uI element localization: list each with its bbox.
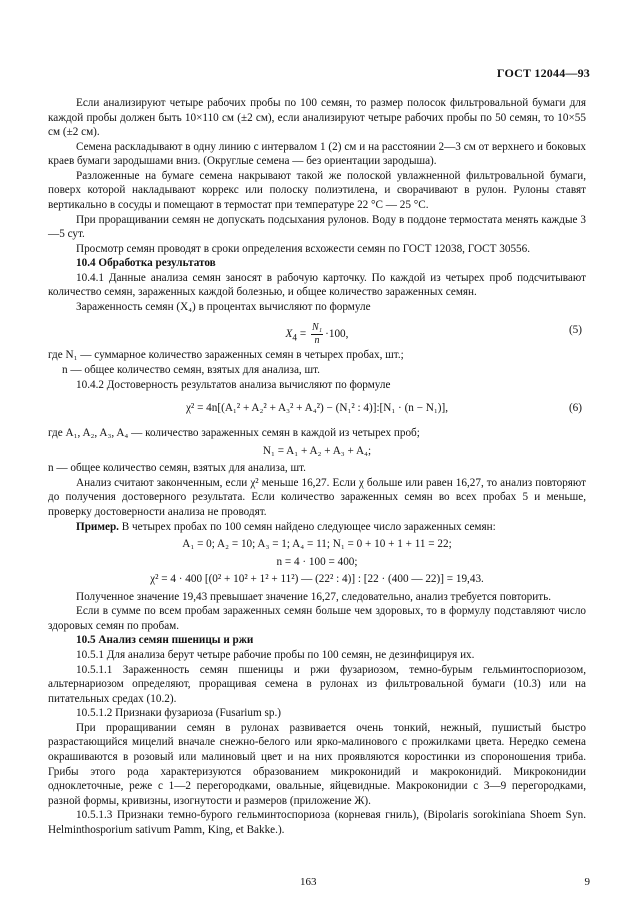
- example-label: Пример.: [76, 520, 119, 533]
- section-heading-10-4: 10.4 Обработка результатов: [76, 257, 216, 270]
- paragraph: Зараженность семян (X₄) в процентах вычисляют по формуле: [76, 300, 371, 313]
- formula-5-lhs: X: [285, 328, 293, 341]
- formula-6-number: (6): [568, 402, 582, 415]
- paragraph: 10.4.1 Данные анализа семян заносят в рабочую карточку. По каждой из четырех проб подсчитывают количество семян, зараженных каждой болезнью, и общее количество зараженных семян.: [48, 271, 586, 299]
- formula-5-rhs: ·100,: [325, 328, 349, 341]
- sum-formula: N₁ = A₁ + A₂ + A₃ + A₄;: [262, 444, 372, 457]
- where-clause: где A₁, A₂, A₃, A₄ — количество зараженных семян в каждой из четырех проб;: [48, 427, 420, 440]
- formula-5-expression: $X_4$ = $\frac{\text{N₁}}{n}$ ·100,: [285, 322, 349, 347]
- formula-5-numerator: N₁: [311, 322, 323, 334]
- example-line: χ² = 4 · 400 [(0² + 10² + 1² + 11²) — (22² : 4)] : [22 · (400 — 22)] = 19,43.: [150, 573, 484, 586]
- where-clause: где N₁ — суммарное количество зараженных семян в четырех пробах, шт.;: [48, 349, 404, 362]
- example-text: В четырех пробах по 100 семян найдено следующее число зараженных семян:: [118, 520, 496, 533]
- formula-5-fraction: [311, 323, 323, 346]
- paragraph: При проращивании семян в рулонах развивается очень тонкий, нежный, пушистый быстро разрастающийся мицелий вначале снежно-белого или ярко-малинового с прожилками цвета. Нередко семена окрашиваются в розовый или малиновый цвет и на них проявляются коростинки из спороношения триба. Грибы этого рода характеризуются образованием микроконидий и макроконидий. Микроконидии одноклеточные, реже с 1—2 перегородками, овальные, яйцевидные. Макроконидии с 3—9 перегородками, разной формы, кривизны, изогнутости и размеров (приложение Ж).: [48, 721, 586, 807]
- paragraph: Семена раскладывают в одну линию с интервалом 1 (2) см и на расстоянии 2—3 см от верхнего и боковых краев бумаги зародышами вниз. (Округлые семена — без ориентации зародыша).: [48, 140, 586, 168]
- formula-6-expression: χ² = 4n[(A₁² + A₂² + A₃² + A₄²) − (N₁² : 4)]:[N₁ · (n − N₁)],: [185, 402, 449, 415]
- formula-5-denominator: n: [314, 335, 320, 347]
- paragraph: Просмотр семян проводят в сроки определения всхожести семян по ГОСТ 12038, ГОСТ 30556.: [76, 242, 531, 255]
- paragraph: 10.5.1.2 Признаки фузариоза (Fusarium sp.): [76, 707, 281, 720]
- paragraph: Полученное значение 19,43 превышает значение 16,27, следовательно, анализ требуется повторить.: [76, 590, 552, 603]
- paragraph: Разложенные на бумаге семена накрывают такой же полоской увлажненной фильтровальной бумаги, поверх которой накладывают коррекс или полоску полиэтилена, и сворачивают в рулон. Рулоны ставят вертикально в сосуды и помещают в термостат при температуре 22 °С — 25 °С.: [48, 169, 586, 211]
- page-header: ГОСТ 12044—93: [496, 66, 590, 80]
- where-clause: n — общее количество семян, взятых для анализа, шт.: [48, 462, 306, 475]
- paragraph: При проращивании семян не допускать подсыхания рулонов. Воду в поддоне термостата менять каждые 3—5 сут.: [48, 213, 586, 241]
- formula-5-lhs-sub: 4: [292, 333, 298, 344]
- formula-6: [48, 401, 586, 417]
- formula-5-number: (5): [568, 324, 582, 337]
- page-number: 163: [300, 876, 317, 888]
- paragraph: 10.5.1.1 Зараженность семян пшеницы и ржи фузариозом, темно-бурым гельминтоспориозом, альтернариозом определяют, проращивая семена в рулонах из фильтровальной бумаги (10.3) или на питательных средах (10.2).: [48, 663, 586, 705]
- paragraph: Если в сумме по всем пробам зараженных семян больше чем здоровых, то в формулу подставляют число здоровых семян по пробам.: [48, 605, 586, 632]
- where-clause: n — общее количество семян, взятых для анализа, шт.: [62, 364, 320, 376]
- paragraph: 10.5.1.3 Признаки темно-бурого гельминтоспориоза (корневая гниль), (Bipolaris sorokiniana Shoem Syn. Helminthosporium sativum Pamm, King, et Bakke.).: [48, 809, 586, 836]
- paragraph: Анализ считают законченным, если χ² меньше 16,27. Если χ больше или равен 16,27, то анализ повторяют до получения достоверного результата. Если количество зараженных семян во всех пробах 5 и меньше, проверку достоверности анализа не проводят.: [48, 476, 586, 518]
- example-line: n = 4 · 100 = 400;: [276, 555, 358, 568]
- paragraph: 10.4.2 Достоверность результатов анализа вычисляют по формуле: [76, 378, 391, 391]
- formula-5: [48, 322, 586, 347]
- document-body: [48, 96, 586, 837]
- sheet-number: 9: [584, 876, 590, 888]
- paragraph: 10.5.1 Для анализа берут четыре рабочие пробы по 100 семян, не дезинфицируя их.: [76, 649, 475, 661]
- section-heading-10-5: 10.5 Анализ семян пшеницы и ржи: [76, 634, 254, 647]
- example-paragraph: [48, 520, 586, 535]
- paragraph: Если анализируют четыре рабочих пробы по 100 семян, то размер полосок фильтровальной бумаги для каждой пробы должен быть 10×110 см (±2 см), если анализируют четыре рабочих пробы по 50 семян, то 10×55 см (±2 см).: [48, 97, 586, 139]
- example-line: A₁ = 0; A₂ = 10; A₃ = 1; A₄ = 11; N₁ = 0 + 10 + 1 + 11 = 22;: [182, 538, 452, 551]
